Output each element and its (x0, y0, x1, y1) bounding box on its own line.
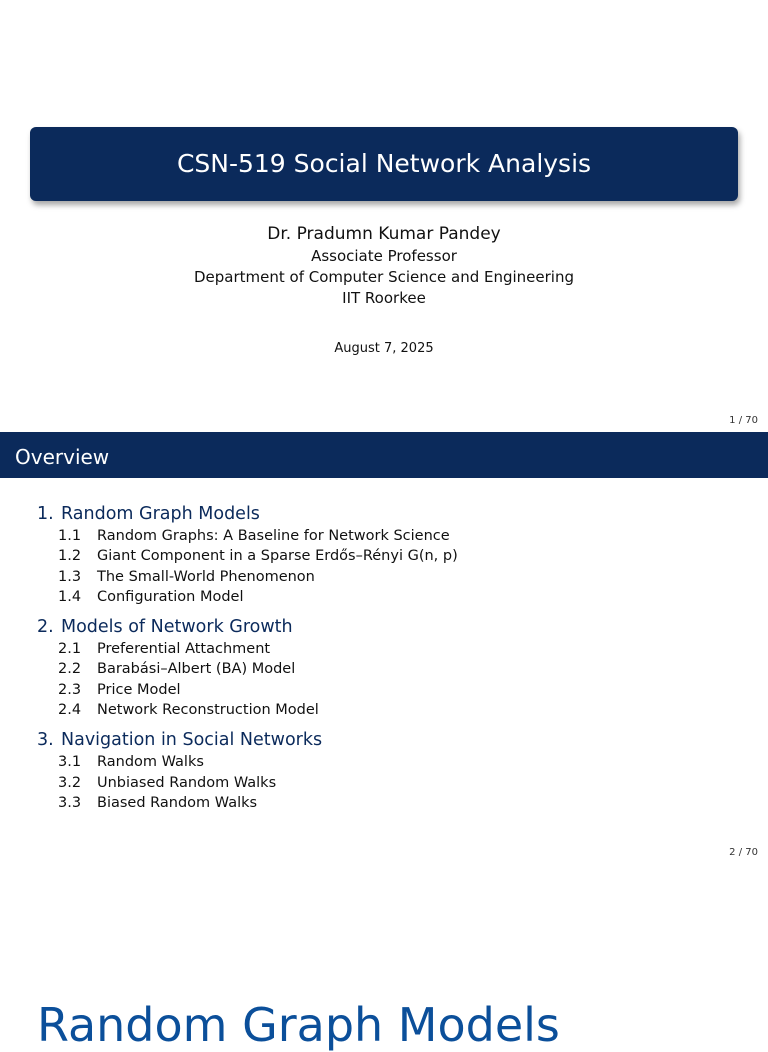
toc-subsection-label: The Small-World Phenomenon (97, 568, 315, 585)
toc-subsection[interactable] (0, 793, 768, 813)
toc-subsection-number: 2.2 (58, 661, 82, 678)
toc-section (0, 728, 768, 813)
toc-section-label: Models of Network Growth (61, 617, 293, 638)
toc-section-number: 2. (37, 617, 54, 638)
toc-subsection-number: 1.1 (58, 528, 82, 544)
author-institute: IIT Roorkee (342, 289, 426, 307)
toc-subsection-label: Configuration Model (97, 588, 244, 605)
toc-subsection-number: 3.1 (58, 754, 82, 771)
toc-section-label: Random Graph Models (61, 504, 260, 524)
author-name: Dr. Pradumn Kumar Pandey (267, 224, 501, 244)
toc-subsection-label: Random Graphs: A Baseline for Network Science (97, 528, 450, 544)
toc-subsection[interactable] (0, 773, 768, 793)
overview-slide (0, 432, 768, 864)
toc-subsection-number: 1.4 (58, 588, 82, 605)
author-department: Department of Computer Science and Engineering (193, 268, 574, 286)
toc-section (0, 502, 768, 607)
toc-section-number: 1. (37, 504, 54, 524)
frame-title: Overview (0, 432, 768, 478)
toc-section-label: Navigation in Social Networks (61, 730, 323, 751)
presentation-date: August 7, 2025 (334, 341, 434, 356)
page-number: 1 / 70 (729, 415, 758, 426)
section-slide (0, 864, 768, 1052)
author-position: Associate Professor (311, 247, 457, 265)
toc-subsection-number: 3.3 (58, 794, 82, 811)
page-number: 2 / 70 (729, 847, 758, 858)
toc-subsection[interactable] (0, 639, 768, 659)
toc-subsection-number: 1.2 (58, 548, 82, 565)
toc-subsection[interactable] (0, 526, 768, 546)
table-of-contents (0, 502, 768, 821)
toc-subsection-label: Price Model (97, 681, 181, 698)
toc-subsection[interactable] (0, 700, 768, 720)
author-block (0, 222, 768, 309)
toc-section-title[interactable] (0, 728, 768, 752)
toc-section-title[interactable] (0, 502, 768, 526)
toc-subsection-label: Giant Component in a Sparse Erdős–Rényi G(n, p) (97, 548, 458, 565)
toc-subsection-label: Unbiased Random Walks (97, 774, 277, 791)
toc-subsection-label: Preferential Attachment (97, 641, 271, 658)
toc-subsection[interactable] (0, 752, 768, 772)
toc-subsection-number: 1.3 (58, 568, 82, 585)
toc-subsection[interactable] (0, 587, 768, 607)
title-slide (0, 0, 768, 432)
toc-subsection[interactable] (0, 546, 768, 566)
toc-section (0, 615, 768, 720)
toc-subsection[interactable] (0, 680, 768, 700)
toc-section-title[interactable] (0, 615, 768, 639)
toc-subsection-number: 3.2 (58, 774, 82, 791)
toc-subsection-label: Barabási–Albert (BA) Model (97, 661, 296, 678)
toc-section-number: 3. (37, 730, 54, 751)
toc-subsection-label: Biased Random Walks (97, 794, 258, 811)
toc-subsection-label: Random Walks (97, 754, 204, 771)
toc-subsection-number: 2.1 (58, 641, 82, 658)
section-heading: Random Graph Models (37, 998, 560, 1052)
toc-subsection[interactable] (0, 659, 768, 679)
toc-subsection-label: Network Reconstruction Model (97, 702, 319, 719)
presentation-title: CSN-519 Social Network Analysis (30, 127, 738, 201)
toc-subsection[interactable] (0, 567, 768, 587)
toc-subsection-number: 2.4 (58, 702, 82, 719)
toc-subsection-number: 2.3 (58, 681, 82, 698)
